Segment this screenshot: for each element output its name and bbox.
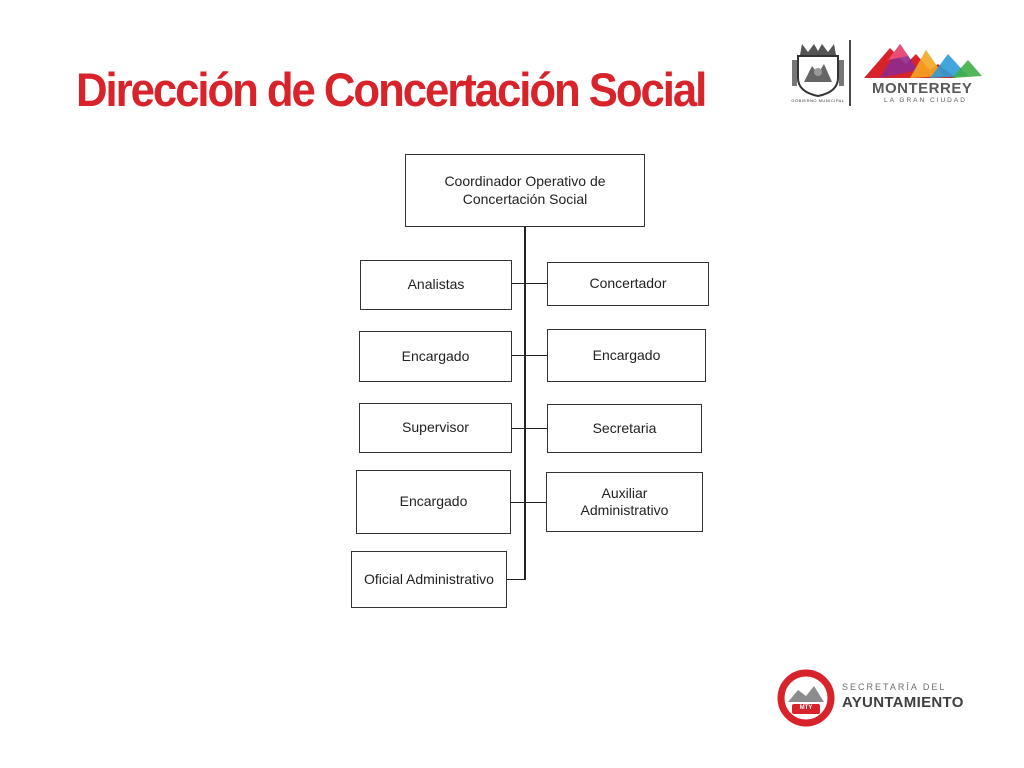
node-concertador: Concertador [547, 262, 709, 306]
municipal-caption: GOBIERNO MUNICIPAL [791, 98, 845, 103]
connector-supervisor [511, 428, 548, 429]
node-encargado-left-2: Encargado [356, 470, 511, 534]
city-name: MONTERREY [872, 80, 973, 97]
secretaria-line: SECRETARÍA DEL [842, 682, 947, 692]
monterrey-mountains-icon [860, 40, 984, 80]
page-title: Dirección de Concertación Social [76, 63, 706, 116]
city-tagline: LA GRAN CIUDAD [884, 97, 967, 104]
connector-encargado-left-2 [511, 502, 548, 503]
header-logos [780, 36, 990, 110]
node-secretaria: Secretaria [547, 404, 702, 453]
connector-analistas [511, 283, 548, 284]
connector-oficial [506, 579, 525, 580]
node-auxiliar-administrativo: Auxiliar Administrativo [546, 472, 703, 532]
municipal-crest-icon [792, 42, 844, 98]
mty-badge-text: MTY [799, 705, 813, 711]
connector-encargado-left-1 [511, 355, 548, 356]
node-analistas: Analistas [360, 260, 512, 310]
node-coordinador: Coordinador Operativo de Concertación Social [405, 154, 645, 227]
mty-ring-icon [776, 668, 836, 728]
connector-trunk [524, 226, 526, 580]
logo-divider [849, 40, 851, 106]
ayuntamiento-line: AYUNTAMIENTO [842, 694, 964, 711]
node-supervisor: Supervisor [359, 403, 512, 453]
footer-logo [776, 668, 996, 730]
node-oficial-administrativo: Oficial Administrativo [351, 551, 507, 608]
node-encargado-left-1: Encargado [359, 331, 512, 382]
node-encargado-right: Encargado [547, 329, 706, 382]
